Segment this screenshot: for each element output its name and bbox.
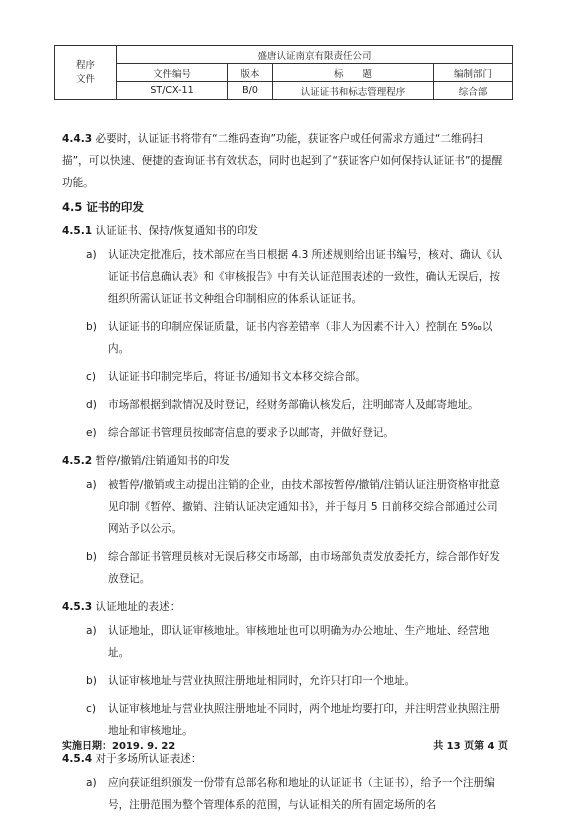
section-number: 4.4.3	[62, 133, 93, 145]
list-item-label: a)	[86, 249, 97, 261]
version-value: B/0	[228, 82, 273, 100]
doc-no-value: ST/CX-11	[117, 82, 228, 100]
list-item	[62, 474, 508, 540]
list-item-label: c)	[86, 371, 96, 383]
dept-value: 综合部	[434, 82, 513, 100]
dept-header: 编制部门	[434, 64, 513, 82]
list-item-text: 认证审核地址与营业执照注册地址不同时，两个地址均要打印，并注明营业执照注册地址和审核地址。	[108, 703, 500, 737]
section-number: 4.5.4	[62, 753, 93, 765]
section-number: 4.5.1	[62, 225, 93, 237]
paragraph-text: 必要时，认证证书将带有“二维码查询”功能，获证客户或任何需求方通过“二维码扫描”，可以快速、便捷的查询证书有效状态，同时也起到了“获证客户如何保持认证证书”的提醒功能。	[62, 133, 503, 189]
list-4-5-1	[62, 244, 508, 444]
company-name: 盛唐认证南京有限责任公司	[117, 46, 513, 64]
page-info: 共 13 页第 4 页	[433, 741, 508, 752]
section-heading-4-5-1	[62, 220, 508, 242]
list-item-text: 综合部证书管理员按邮寄信息的要求予以邮寄，并做好登记。	[108, 427, 395, 439]
section-heading-4-5-3	[62, 596, 508, 618]
section-title: 暂停/撤销/注销通知书的印发	[92, 455, 230, 467]
document-header-table	[54, 45, 513, 100]
list-item-text: 认证地址，即认证审核地址。审核地址也可以明确为办公地址、生产地址、经营地址。	[108, 625, 490, 659]
title-value: 认证证书和标志管理程序	[273, 82, 434, 100]
list-4-5-3	[62, 620, 508, 742]
list-item	[62, 316, 508, 360]
list-item-text: 市场部根据到款情况及时登记，经财务部确认核发后，注明邮寄人及邮寄地址。	[108, 399, 479, 411]
paragraph-4-4-3	[62, 128, 508, 194]
list-item-label: c)	[86, 703, 96, 715]
list-item-label: b)	[86, 321, 97, 333]
list-item-label: e)	[86, 427, 97, 439]
list-item	[62, 422, 508, 444]
section-title: 证书的印发	[82, 200, 144, 214]
list-4-5-2	[62, 474, 508, 590]
list-item-text: 认证决定批准后，技术部应在当日根据 4.3 所述规则给出证书编号，核对、确认《认证证书信息确认表》和《审核报告》中有关认证范围表述的一致性，确认无误后，按组织所需认证证书文种组合印制相应的体系认证证书。	[108, 249, 503, 305]
list-item-label: d)	[86, 399, 97, 411]
list-item-label: b)	[86, 675, 97, 687]
list-item-text: 被暂停/撤销或主动提出注销的企业，由技术部按暂停/撤销/注销认证注册资格审批意见印制《暂停、撤销、注销认证决定通知书》，并于每月 5 日前移交综合部通过公司网站予以公示。	[108, 479, 501, 535]
list-item	[62, 620, 508, 664]
section-number: 4.5.3	[62, 601, 93, 613]
list-item-label: a)	[86, 777, 97, 789]
list-item-text: 认证证书印制完毕后，将证书/通知书文本移交综合部。	[108, 371, 366, 383]
section-number: 4.5	[62, 200, 83, 214]
section-title: 对于多场所认证表述：	[92, 753, 202, 765]
document-body	[62, 128, 508, 822]
list-item-label: b)	[86, 551, 97, 563]
section-title: 认证地址的表述：	[92, 601, 181, 613]
list-item	[62, 670, 508, 692]
program-label-line2: 文件	[75, 73, 95, 85]
program-label-line1: 程序	[75, 59, 95, 71]
doc-no-header: 文件编号	[117, 64, 228, 82]
section-number: 4.5.2	[62, 455, 93, 467]
list-item-text: 认证证书的印制应保证质量，证书内容差错率（非人为因素不计入）控制在 5‰以内。	[108, 321, 493, 355]
list-item	[62, 394, 508, 416]
list-item	[62, 546, 508, 590]
section-title: 认证证书、保持/恢复通知书的印发	[92, 225, 259, 237]
program-file-label	[55, 46, 117, 100]
list-item	[62, 366, 508, 388]
version-header: 版本	[228, 64, 273, 82]
list-item-text: 应向获证组织颁发一份带有总部名称和地址的认证证书（主证书），给予一个注册编号，注册范围为整个管理体系的范围，与认证相关的所有固定场所的名	[108, 777, 495, 811]
section-heading-4-5	[62, 196, 508, 218]
list-item-text: 综合部证书管理员核对无误后移交市场部，由市场部负责发放委托方，综合部作好发放登记。	[108, 551, 500, 585]
list-item-label: a)	[86, 479, 97, 491]
list-item-label: a)	[86, 625, 97, 637]
title-header: 标 题	[273, 64, 434, 82]
effective-date: 实施日期：2019. 9. 22	[62, 741, 176, 752]
section-heading-4-5-2	[62, 450, 508, 472]
list-item-text: 认证审核地址与营业执照注册地址相同时，允许只打印一个地址。	[108, 675, 416, 687]
list-item	[62, 244, 508, 310]
list-item	[62, 698, 508, 742]
list-4-5-4	[62, 772, 508, 816]
list-item	[62, 772, 508, 816]
